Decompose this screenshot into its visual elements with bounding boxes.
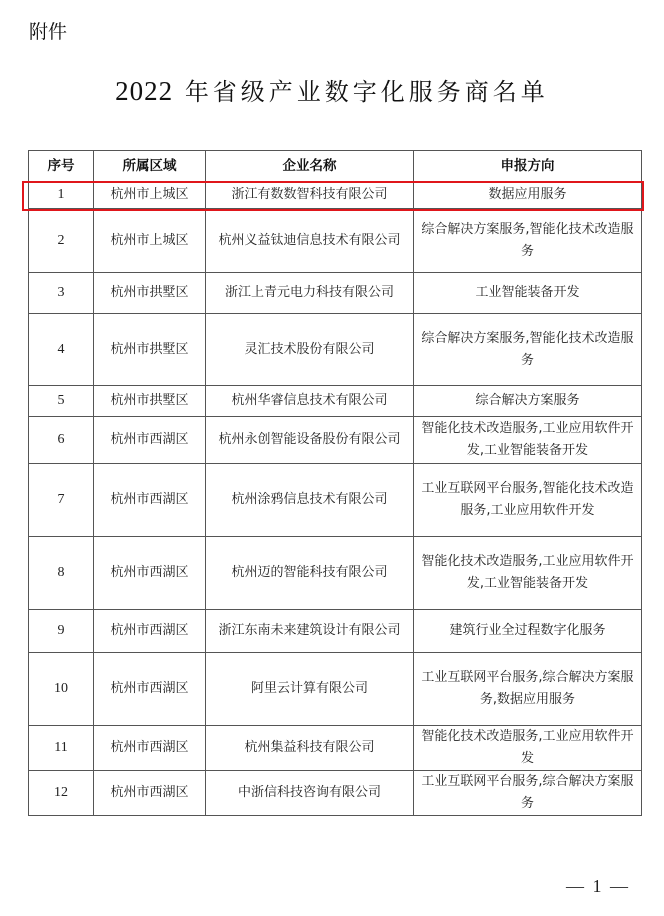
cell-number: 7 — [29, 464, 94, 537]
table-row — [29, 610, 642, 653]
table-row — [29, 771, 642, 816]
table-header-row — [29, 151, 642, 182]
cell-number: 8 — [29, 537, 94, 610]
table-row — [29, 537, 642, 610]
cell-direction: 数据应用服务 — [414, 182, 642, 209]
cell-number: 11 — [29, 726, 94, 771]
cell-company: 杭州永创智能设备股份有限公司 — [206, 417, 414, 464]
cell-region: 杭州市拱墅区 — [94, 386, 206, 417]
cell-region: 杭州市西湖区 — [94, 537, 206, 610]
table-row — [29, 386, 642, 417]
cell-region: 杭州市西湖区 — [94, 464, 206, 537]
cell-direction: 智能化技术改造服务,工业应用软件开发,工业智能装备开发 — [414, 417, 642, 464]
cell-direction: 综合解决方案服务,智能化技术改造服务 — [414, 314, 642, 386]
cell-number: 6 — [29, 417, 94, 464]
cell-number: 5 — [29, 386, 94, 417]
cell-company: 阿里云计算有限公司 — [206, 653, 414, 726]
cell-company: 杭州义益钛迪信息技术有限公司 — [206, 209, 414, 273]
page-number: — 1 — — [566, 876, 630, 896]
cell-company: 杭州迈的智能科技有限公司 — [206, 537, 414, 610]
cell-company: 杭州集益科技有限公司 — [206, 726, 414, 771]
cell-number: 9 — [29, 610, 94, 653]
cell-company: 杭州华睿信息技术有限公司 — [206, 386, 414, 417]
table-row — [29, 273, 642, 314]
title-year: 2022 — [115, 76, 174, 106]
cell-region: 杭州市西湖区 — [94, 726, 206, 771]
cell-company: 杭州涂鸦信息技术有限公司 — [206, 464, 414, 537]
cell-region: 杭州市拱墅区 — [94, 314, 206, 386]
cell-number: 12 — [29, 771, 94, 816]
column-header-region: 所属区域 — [94, 151, 206, 182]
cell-number: 1 — [29, 182, 94, 209]
cell-direction: 工业互联网平台服务,综合解决方案服务,数据应用服务 — [414, 653, 642, 726]
cell-region: 杭州市拱墅区 — [94, 273, 206, 314]
cell-region: 杭州市西湖区 — [94, 771, 206, 816]
service-provider-table — [28, 150, 642, 816]
cell-direction: 综合解决方案服务,智能化技术改造服务 — [414, 209, 642, 273]
cell-region: 杭州市西湖区 — [94, 610, 206, 653]
table-row — [29, 182, 642, 209]
cell-region: 杭州市上城区 — [94, 209, 206, 273]
cell-direction: 工业互联网平台服务,智能化技术改造服务,工业应用软件开发 — [414, 464, 642, 537]
cell-number: 4 — [29, 314, 94, 386]
cell-company: 浙江东南未来建筑设计有限公司 — [206, 610, 414, 653]
column-header-number: 序号 — [29, 151, 94, 182]
table-row — [29, 417, 642, 464]
column-header-company: 企业名称 — [206, 151, 414, 182]
cell-direction: 工业智能装备开发 — [414, 273, 642, 314]
title-text: 年省级产业数字化服务商名单 — [184, 78, 549, 106]
table-row — [29, 726, 642, 771]
cell-number: 2 — [29, 209, 94, 273]
cell-direction: 智能化技术改造服务,工业应用软件开发,工业智能装备开发 — [414, 537, 642, 610]
cell-direction: 智能化技术改造服务,工业应用软件开发 — [414, 726, 642, 771]
cell-region: 杭州市西湖区 — [94, 417, 206, 464]
attachment-label: 附件 — [29, 21, 68, 43]
cell-number: 10 — [29, 653, 94, 726]
cell-direction: 工业互联网平台服务,综合解决方案服务 — [414, 771, 642, 816]
cell-company: 灵汇技术股份有限公司 — [206, 314, 414, 386]
cell-direction: 建筑行业全过程数字化服务 — [414, 610, 642, 653]
cell-company: 浙江有数数智科技有限公司 — [206, 182, 414, 209]
table-row — [29, 464, 642, 537]
cell-number: 3 — [29, 273, 94, 314]
table-row — [29, 209, 642, 273]
cell-company: 中浙信科技咨询有限公司 — [206, 771, 414, 816]
table-row — [29, 653, 642, 726]
cell-company: 浙江上青元电力科技有限公司 — [206, 273, 414, 314]
cell-region: 杭州市上城区 — [94, 182, 206, 209]
cell-direction: 综合解决方案服务 — [414, 386, 642, 417]
cell-region: 杭州市西湖区 — [94, 653, 206, 726]
document-title — [0, 72, 664, 107]
table-row — [29, 314, 642, 386]
column-header-direction: 申报方向 — [414, 151, 642, 182]
